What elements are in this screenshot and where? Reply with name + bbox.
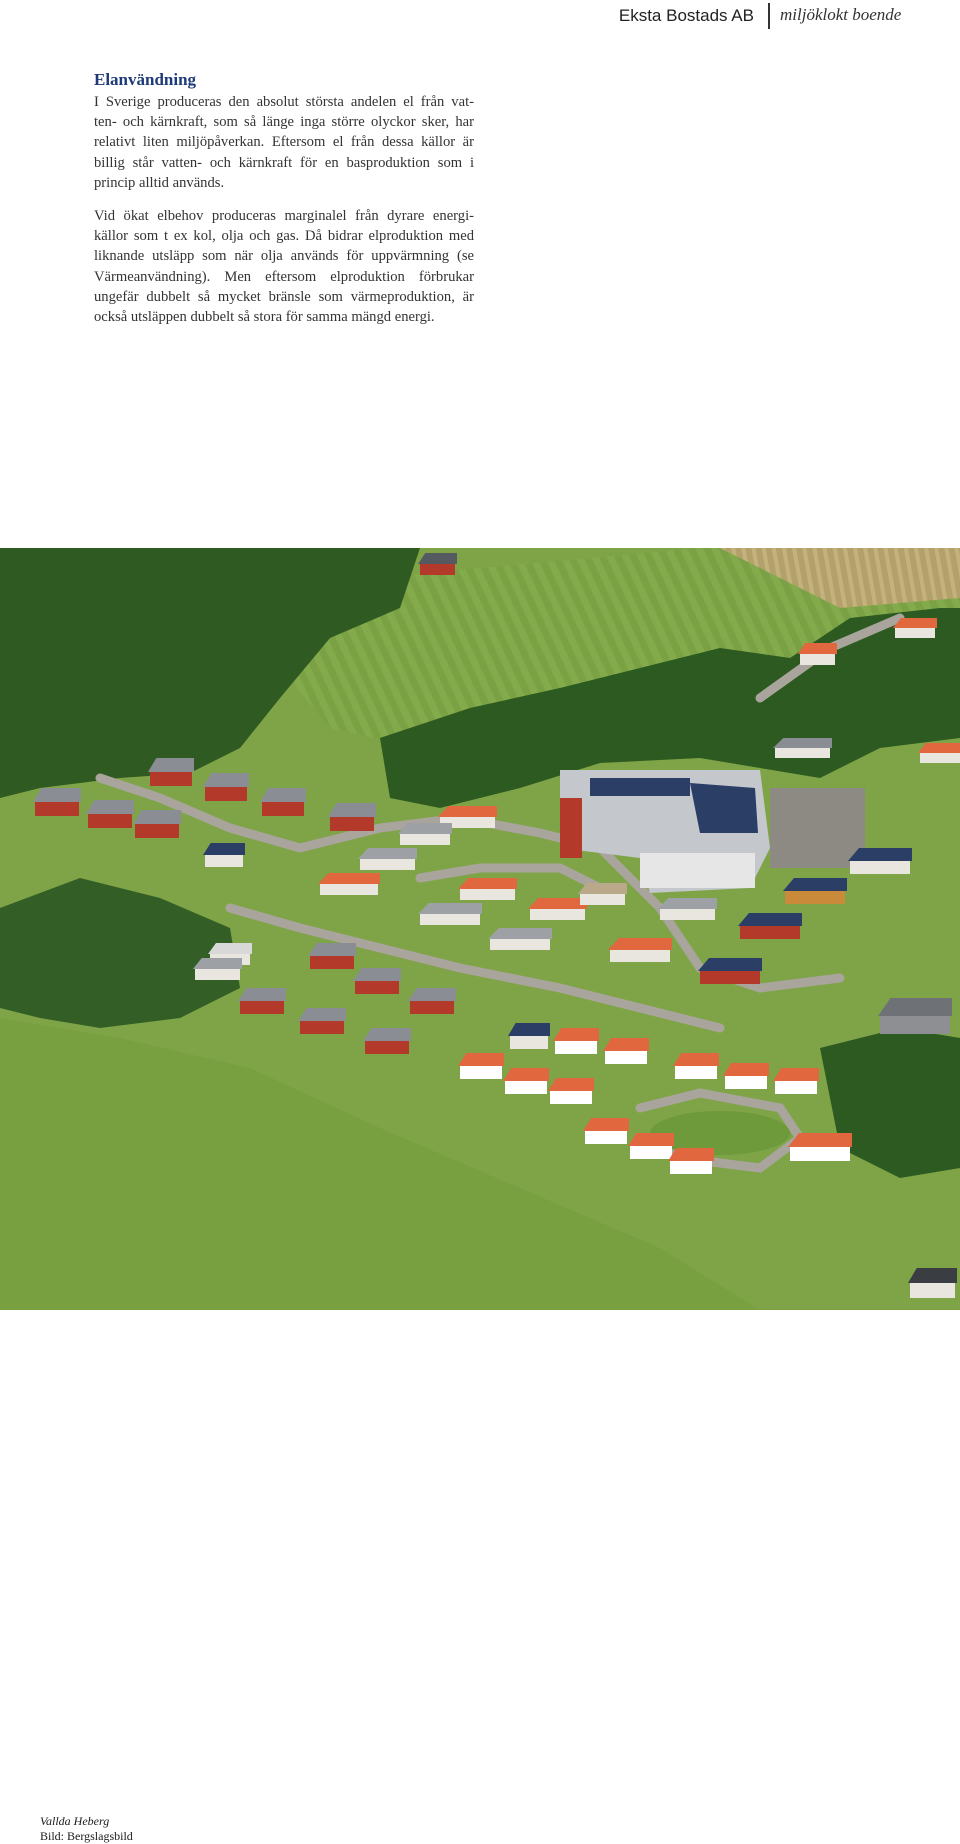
house xyxy=(203,843,245,867)
house-wall xyxy=(740,925,800,939)
house-wall xyxy=(262,801,304,816)
house xyxy=(358,848,417,870)
house xyxy=(723,1063,769,1089)
house xyxy=(418,903,482,925)
house-roof xyxy=(698,958,762,971)
house-wall xyxy=(610,949,670,962)
house-roof xyxy=(418,903,482,914)
house-wall xyxy=(550,1090,592,1104)
house xyxy=(798,643,837,665)
house-wall xyxy=(35,801,79,816)
header-divider xyxy=(768,3,770,29)
house-wall xyxy=(790,1146,850,1161)
house-wall xyxy=(880,1014,950,1034)
house xyxy=(583,1118,629,1144)
house-roof xyxy=(458,878,517,889)
page-header xyxy=(0,0,960,34)
section-heading: Elanvändning xyxy=(94,70,197,89)
paragraph-line: Vid ökat elbehov produceras marginalel från dyrare energi- xyxy=(94,208,474,224)
house xyxy=(503,1068,549,1094)
house xyxy=(328,803,376,831)
house-wall xyxy=(580,893,625,905)
house-wall xyxy=(800,653,835,665)
house-wall xyxy=(360,858,415,870)
house-wall xyxy=(555,1040,597,1054)
house-wall xyxy=(850,860,910,874)
house xyxy=(548,1078,594,1104)
house-wall xyxy=(205,786,247,801)
house-roof xyxy=(878,998,952,1016)
house-wall xyxy=(300,1020,344,1034)
house-roof xyxy=(773,738,832,748)
house-wall xyxy=(150,771,192,786)
house xyxy=(308,943,356,969)
house xyxy=(673,1053,719,1079)
paragraph-line: Värmeanvändning). Men eftersom elproduktion förbrukar xyxy=(94,268,474,285)
house xyxy=(738,913,802,939)
house-wall xyxy=(920,752,960,763)
paragraph-line: billig står vatten- och kärnkraft för en basproduktion som i xyxy=(94,154,474,171)
house-wall xyxy=(490,938,550,950)
house-wall xyxy=(88,813,132,828)
paragraph-1 xyxy=(94,92,474,193)
house-wall xyxy=(205,854,243,867)
aerial-photo-illustration xyxy=(0,548,960,1310)
paragraph-line: I Sverige produceras den absolut största andelen el från vat- xyxy=(94,94,474,110)
paragraph-line: också utsläppen dubbelt så stora för samma mängd energi. xyxy=(94,309,435,326)
house xyxy=(908,1268,957,1298)
house-wall xyxy=(420,913,480,925)
house-wall xyxy=(330,816,374,831)
paragraph-line: relativt liten miljöpåverkan. Eftersom el från dessa källor är xyxy=(94,134,474,151)
house-roof xyxy=(783,878,847,891)
house xyxy=(608,938,672,962)
house-wall xyxy=(355,980,399,994)
house xyxy=(788,1133,852,1161)
house xyxy=(133,810,181,838)
house-roof xyxy=(848,848,912,861)
house xyxy=(668,1148,714,1174)
house-roof xyxy=(318,873,380,884)
house xyxy=(628,1133,674,1159)
company-name: Eksta Bostads AB xyxy=(618,6,754,25)
paragraph-line: princip alltid används. xyxy=(94,174,225,191)
house xyxy=(148,758,194,786)
paragraph-2 xyxy=(94,206,474,327)
house-wall xyxy=(910,1282,955,1299)
house-wall xyxy=(310,955,354,969)
house xyxy=(238,988,286,1014)
house xyxy=(353,968,401,994)
house xyxy=(698,958,762,984)
house-wall xyxy=(510,1035,548,1049)
house-wall xyxy=(400,833,450,845)
house xyxy=(458,1053,504,1079)
house xyxy=(773,738,832,758)
house-roof xyxy=(358,848,417,859)
house xyxy=(33,788,81,816)
parking-lot xyxy=(770,788,865,868)
house xyxy=(418,553,457,575)
house-wall xyxy=(675,1065,717,1079)
photo-caption xyxy=(40,1814,133,1844)
house-roof xyxy=(488,928,552,939)
house-wall xyxy=(135,823,179,838)
house-wall xyxy=(660,908,715,920)
house-wall xyxy=(775,747,830,758)
house-wall xyxy=(725,1075,767,1089)
house-wall xyxy=(460,1065,502,1079)
house xyxy=(398,823,452,845)
house-wall xyxy=(320,883,378,895)
house-wall xyxy=(605,1050,647,1064)
aerial-photo xyxy=(0,548,960,1843)
house-wall xyxy=(530,908,585,920)
house xyxy=(658,898,717,920)
house xyxy=(528,898,587,920)
house xyxy=(603,1038,649,1064)
house xyxy=(893,618,937,638)
house xyxy=(488,928,552,950)
header-tagline: miljöklokt boende xyxy=(780,5,902,24)
house xyxy=(193,958,242,980)
house-wall xyxy=(700,970,760,984)
house xyxy=(318,873,380,895)
house xyxy=(773,1068,819,1094)
house-roof xyxy=(788,1133,852,1147)
house-wall xyxy=(670,1160,712,1174)
house-wall xyxy=(365,1040,409,1054)
house-wall xyxy=(505,1080,547,1094)
house xyxy=(578,883,627,905)
house-wall xyxy=(630,1145,672,1159)
house-roof xyxy=(398,823,452,834)
paragraph-line: ten- och kärnkraft, som så länge inga större olyckor sker, har xyxy=(94,114,474,131)
paragraph-line: liknande utsläpp som när olja används för uppvärmning (se xyxy=(94,248,474,265)
house xyxy=(508,1023,550,1049)
house xyxy=(783,878,847,904)
house xyxy=(298,1008,346,1034)
house xyxy=(203,773,249,801)
house-roof xyxy=(608,938,672,950)
paragraph-line: ungefär dubbelt så mycket bränsle som värmeproduktion, är xyxy=(94,288,474,305)
house-wall xyxy=(240,1000,284,1014)
photo-location: Vallda Heberg xyxy=(40,1814,110,1828)
house-roof xyxy=(438,806,497,817)
house-wall xyxy=(410,1000,454,1014)
house xyxy=(553,1028,599,1054)
house xyxy=(458,878,517,900)
house-wall xyxy=(420,563,455,575)
house xyxy=(878,998,952,1034)
house xyxy=(260,788,306,816)
house-wall xyxy=(785,890,845,904)
house-wall xyxy=(775,1080,817,1094)
paragraph-line: källor som t ex kol, olja och gas. Då bidrar elproduktion med xyxy=(94,228,474,245)
house-wall xyxy=(585,1130,627,1144)
house xyxy=(408,988,456,1014)
photo-credit: Bild: Bergslagsbild xyxy=(40,1829,133,1843)
house xyxy=(848,848,912,874)
house-roof xyxy=(658,898,717,909)
house-roof xyxy=(528,898,587,909)
house-wall xyxy=(895,627,935,638)
house-roof xyxy=(738,913,802,926)
house-wall xyxy=(195,968,240,980)
house xyxy=(918,743,960,763)
house xyxy=(86,800,134,828)
house xyxy=(363,1028,411,1054)
house-wall xyxy=(460,888,515,900)
